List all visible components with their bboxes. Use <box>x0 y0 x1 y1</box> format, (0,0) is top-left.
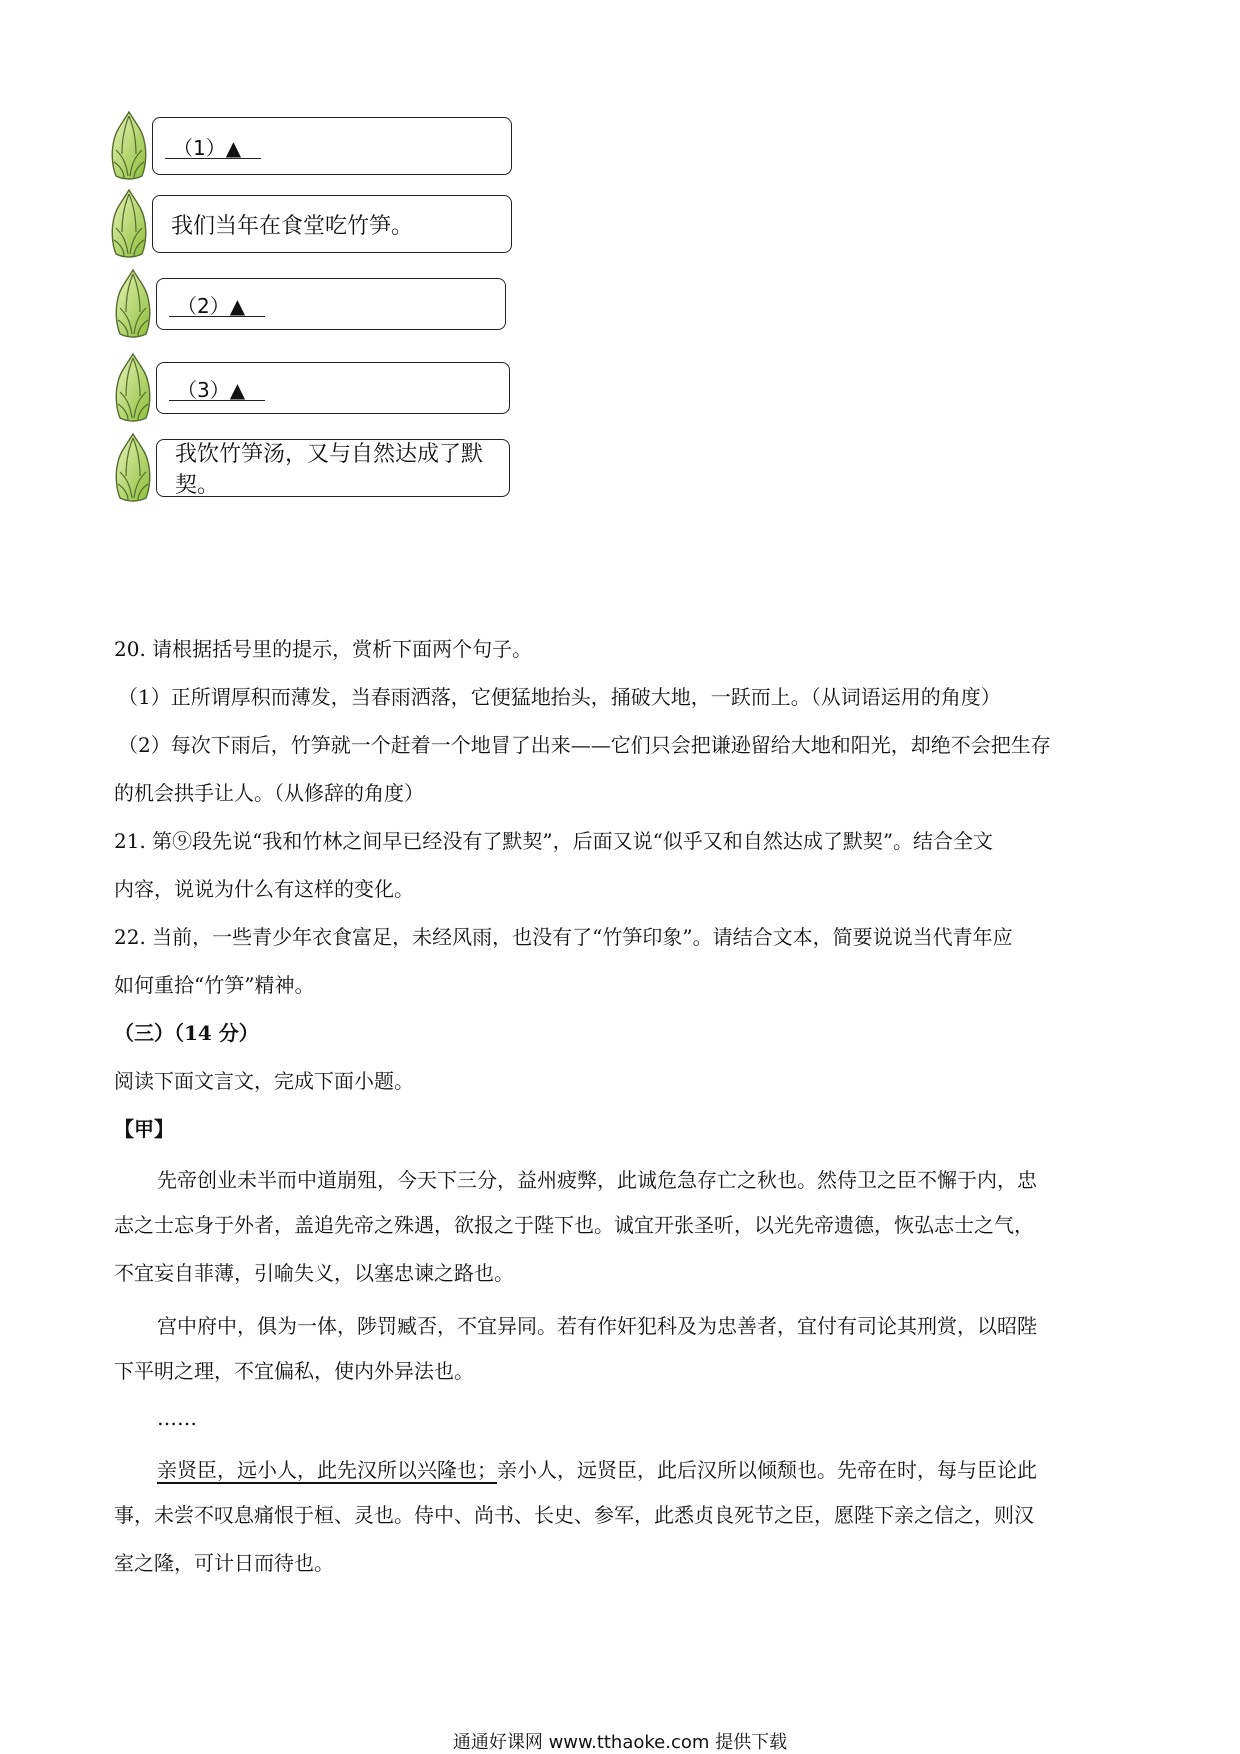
passage-line: 先帝创业未半而中道崩殂，今天下三分，益州疲弊，此诚危急存亡之秋也。然侍卫之臣不懈于内，忠 <box>157 1168 1037 1192</box>
passage-line: 志之士忘身于外者，盖追先帝之殊遇，欲报之于陛下也。诚宜开张圣听，以光先帝遗德，恢弘志士之气， <box>114 1213 1034 1237</box>
passage-line: 事，未尝不叹息痛恨于桓、灵也。侍中、尚书、长史、参军，此悉贞良死节之臣，愿陛下亲之信之，则汉 <box>114 1503 1034 1527</box>
question-20: 20. 请根据括号里的提示，赏析下面两个句子。 <box>114 637 533 661</box>
flow-text: 我们当年在食堂吃竹笋。 <box>171 213 414 239</box>
underlined-sentence: 亲贤臣，远小人，此先汉所以兴隆也； <box>157 1458 497 1482</box>
bamboo-shoot-icon <box>106 110 152 182</box>
passage-line: 不宜妄自菲薄，引喻失义，以塞忠谏之路也。 <box>114 1261 514 1285</box>
passage-line: 亲贤臣，远小人，此先汉所以兴隆也；亲小人，远贤臣，此后汉所以倾颓也。先帝在时，每与臣论此 <box>157 1458 1037 1482</box>
page-footer: 通通好课网 www.tthaoke.com 提供下载 <box>452 1732 788 1753</box>
section-heading: （三）（14 分） <box>114 1021 259 1045</box>
flow-item-3 <box>110 268 506 340</box>
fill-blank[interactable]: （3）▲ <box>177 374 245 403</box>
question-22-cont: 如何重拾“竹笋”精神。 <box>114 973 315 997</box>
flow-text: 我饮竹笋汤，又与自然达成了默契。 <box>175 442 484 498</box>
passage-label: 【甲】 <box>114 1117 174 1141</box>
section-instruction: 阅读下面文言文，完成下面小题。 <box>114 1069 414 1093</box>
bamboo-shoot-icon <box>110 352 156 424</box>
question-20-2: （2）每次下雨后，竹笋就一个赶着一个地冒了出来——它们只会把谦逊留给大地和阳光，却绝不会把生存 <box>118 733 1051 757</box>
flow-item-1 <box>106 110 512 182</box>
bamboo-shoot-icon <box>110 432 156 504</box>
passage-ellipsis: …… <box>157 1406 197 1430</box>
question-20-1: （1）正所谓厚积而薄发，当春雨洒落，它便猛地抬头，捅破大地，一跃而上。（从词语运用的角度） <box>118 685 1001 709</box>
fill-blank[interactable]: （1）▲ <box>173 132 241 161</box>
passage-line: 下平明之理，不宜偏私，使内外异法也。 <box>114 1359 474 1383</box>
flow-box-1 <box>152 117 512 175</box>
flow-box-5 <box>156 439 510 497</box>
bamboo-shoot-icon <box>110 268 156 340</box>
question-21-cont: 内容，说说为什么有这样的变化。 <box>114 877 414 901</box>
flow-box-2 <box>152 195 512 253</box>
passage-line: 室之隆，可计日而待也。 <box>114 1551 334 1575</box>
question-21: 21. 第⑨段先说“我和竹林之间早已经没有了默契”，后面又说“似乎又和自然达成了默契”。结合全文 <box>114 829 994 853</box>
question-22: 22. 当前，一些青少年衣食富足，未经风雨，也没有了“竹笋印象”。请结合文本，简要说说当代青年应 <box>114 925 1013 949</box>
flow-item-2 <box>106 188 512 260</box>
flow-item-4 <box>110 352 510 424</box>
bamboo-shoot-icon <box>106 188 152 260</box>
flow-item-5 <box>110 432 510 504</box>
flow-box-4 <box>156 362 510 414</box>
passage-line: 宫中府中，俱为一体，陟罚臧否，不宜异同。若有作奸犯科及为忠善者，宜付有司论其刑赏，以昭陛 <box>157 1314 1037 1338</box>
flow-box-3 <box>156 278 506 330</box>
fill-blank[interactable]: （2）▲ <box>177 290 245 319</box>
question-20-2-cont: 的机会拱手让人。（从修辞的角度） <box>114 781 424 805</box>
